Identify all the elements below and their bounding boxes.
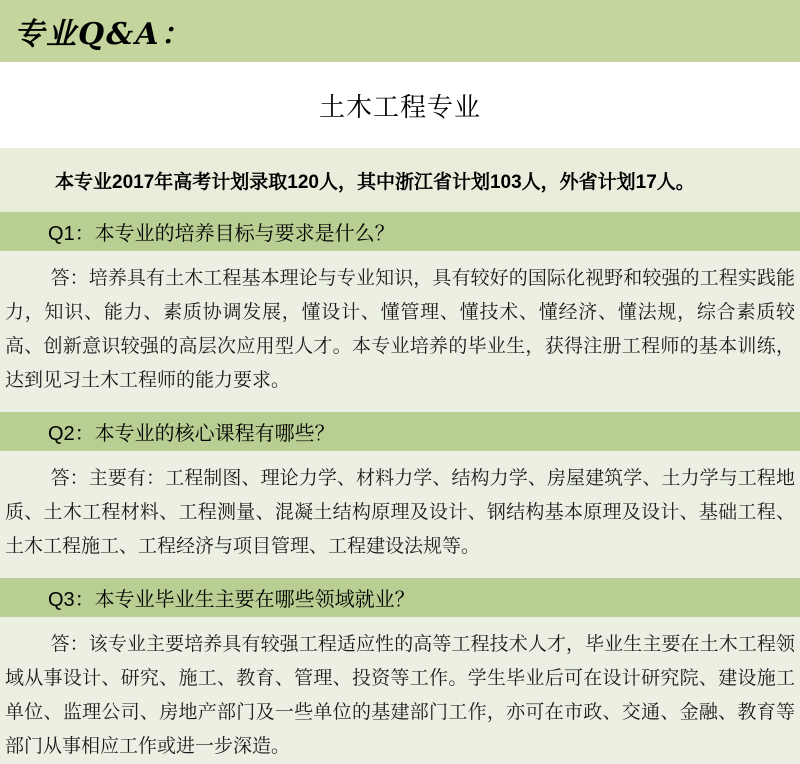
answer-text-q1: 答：培养具有土木工程基本理论与专业知识，具有较好的国际化视野和较强的工程实践能力，知识、能力、素质协调发展，懂设计、懂管理、懂技术、懂经济、懂法规，综合素质较高、创新意识较强的高层次应用型人才。本专业培养的毕业生，获得注册工程师的基本训练，达到见习土木工程师的能力要求。 [5, 268, 795, 391]
answer-text-q2: 答：主要有：工程制图、理论力学、材料力学、结构力学、房屋建筑学、土力学与工程地质、土木工程材料、工程测量、混凝土结构原理及设计、钢结构基本原理及设计、基础工程、土木工程施工、工程经济与项目管理、工程建设法规等。 [5, 468, 795, 557]
qa-section-2 [0, 412, 800, 578]
question-label-q2: Q2：本专业的核心课程有哪些？ [48, 423, 335, 445]
answer-block-q2 [0, 451, 800, 578]
answer-text-q3: 答：该专业主要培养具有较强工程适应性的高等工程技术人才，毕业生主要在土木工程领域从事设计、研究、施工、教育、管理、投资等工作。学生毕业后可在设计研究院、建设施工单位、监理公司、房地产部门及一些单位的基建部门工作，亦可在市政、交通、金融、教育等部门从事相应工作或进一步深造。 [5, 634, 795, 757]
question-band-q1 [0, 212, 800, 251]
answer-block-q3 [0, 617, 800, 764]
intro-band [0, 148, 800, 212]
question-label-q1: Q1：本专业的培养目标与要求是什么？ [48, 223, 395, 245]
question-band-q3 [0, 578, 800, 617]
page-title: 土木工程专业 [318, 91, 481, 122]
answer-block-q1 [0, 251, 800, 412]
title-area [0, 62, 800, 148]
top-banner [0, 0, 800, 62]
qa-section-3 [0, 578, 800, 764]
question-label-q3: Q3：本专业毕业生主要在哪些领域就业？ [48, 589, 415, 611]
intro-text: 本专业2017年高考计划录取120人，其中浙江省计划103人，外省计划17人。 [55, 171, 695, 193]
qa-section-1 [0, 212, 800, 412]
banner-title: 专业Q&A： [14, 17, 193, 52]
question-band-q2 [0, 412, 800, 451]
